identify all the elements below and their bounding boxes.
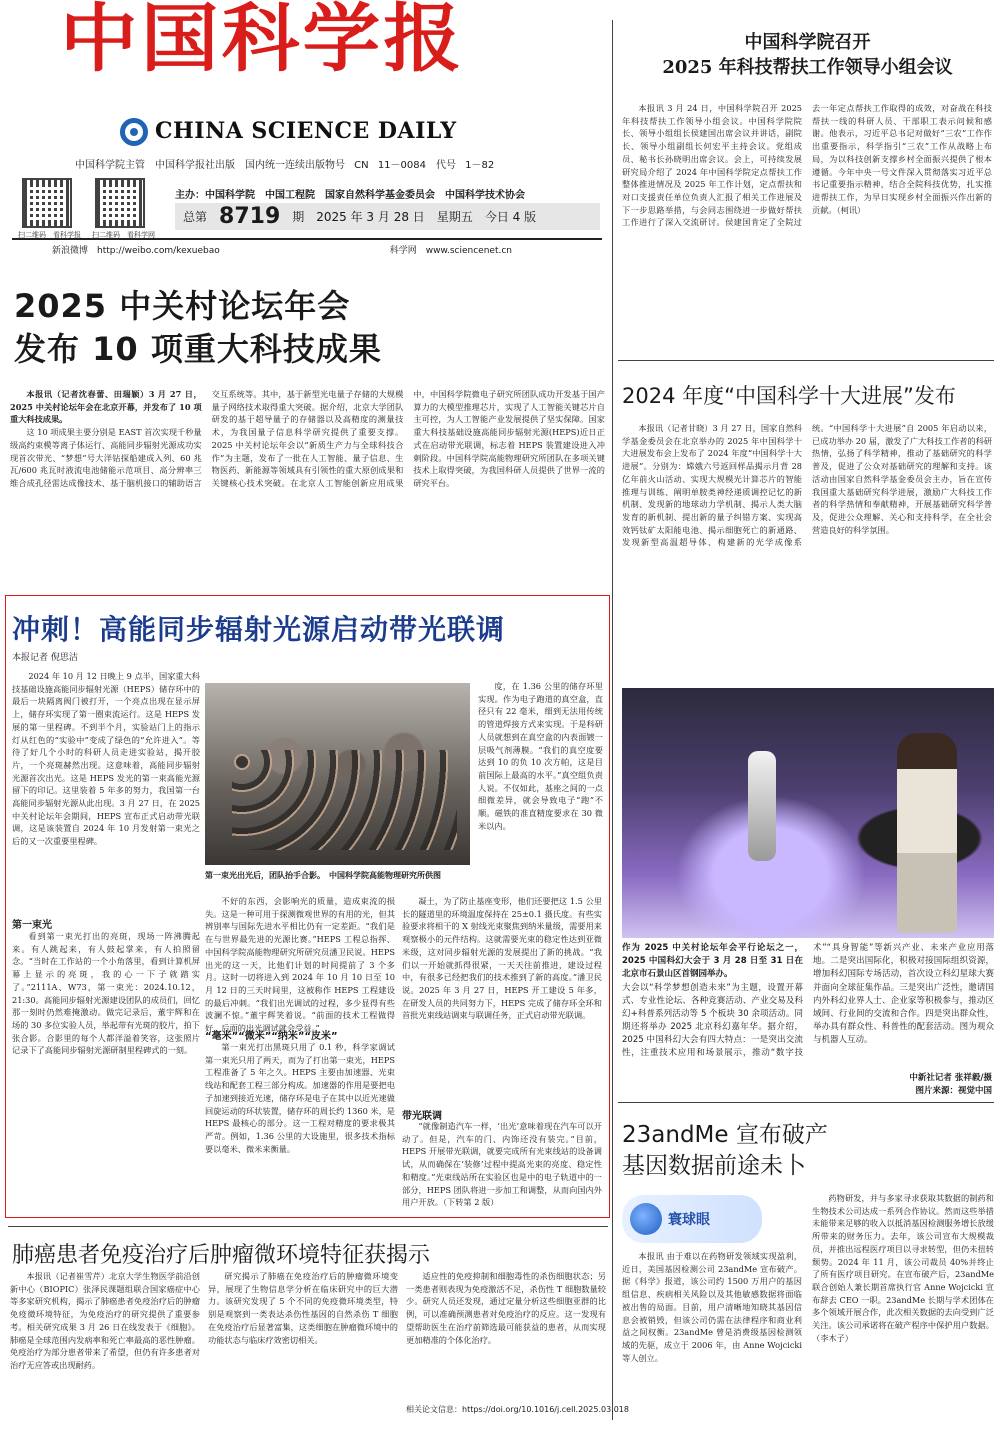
publication-info: 中国科学院主管 中国科学报社出版 国内统一连续出版物号 CN 11－0084 代号 1－82 — [75, 160, 495, 171]
featured-col2-top — [205, 895, 395, 1034]
site-link[interactable]: www.sciencenet.cn — [425, 246, 512, 256]
globe-icon — [630, 1203, 662, 1235]
sponsors-line: 主办：中国科学院 中国工程院 国家自然科学基金委员会 中国科学技术协会 — [175, 190, 525, 201]
site-label: 科学网 — [389, 246, 417, 256]
issue-prefix: 总第 — [183, 210, 208, 224]
lead-headline-line1: 2025 中关村论坛年会 — [14, 287, 351, 325]
immune-col2-text: 研究揭示了肺癌在免疫治疗后的肿瘤微环境变异，展现了生物信息学分析在临床研究中的巨大潜力。该研究发现了 5 个不同的免疫微环境类型，特别是观察到一类表达杀伤性基因的自然杀伤 T 细胞在免疫治疗后显著富集，这类细胞在肿瘤微环境中的功能状态与临床疗效密切相关。 — [208, 1271, 398, 1345]
issue-bar — [175, 203, 600, 230]
featured-subhead-1: 第一束光 — [12, 920, 52, 931]
immune-col2 — [208, 1270, 398, 1425]
immune-headline: 肺癌患者免疫治疗后肿瘤微环境特征获揭示 — [12, 1243, 431, 1268]
immune-col1-text: 本报讯（记者崔雪芹）北京大学生物医学前沿创新中心（BIOPIC）张泽民课题组联合国家癌症中心等多家研究机构，揭示了肺癌患者免疫治疗后的肿瘤免疫微环境特征，为免疫治疗的研究提供了重要参考。相关研究成果 3 月 26 日在线发表于《细胞》。肺癌是全球范围内发病率和死亡率最高的恶性肿瘤。免疫治疗为部分患者带来了希望，但仍有许多患者对治疗无应答或出现耐药。 — [10, 1271, 200, 1370]
top-right-headline: 中国科学院召开 2025 年科技帮扶工作领导小组会议 — [662, 32, 953, 79]
featured-subhead-2: “毫米”“微米”“纳米”“皮米” — [205, 1031, 338, 1042]
science-progress-body — [622, 422, 992, 677]
weibo-label: 新浪微博 — [52, 246, 89, 256]
robot-interaction-photo — [622, 688, 994, 938]
lead-byline: 本报讯（记者沈春蕾、田瑞颖）3 月 27 日，2025 中关村论坛年会在北京开幕，并发布了 10 项重大科技成果。 — [10, 389, 202, 425]
genome-headline-line1: 23andMe 宣布破产 — [622, 1122, 828, 1148]
section-divider — [618, 1102, 994, 1103]
featured-byline: 本报记者 倪思洁 — [12, 653, 78, 663]
featured-col3-middle — [402, 895, 602, 1100]
science-progress-headline: 2024 年度“中国科学十大进展”发布 — [622, 384, 956, 408]
featured-col1b-text: 看到第一束光打出的亮斑，现场一阵沸腾起来。有人跳起来，有人鼓起掌来，有人拍照留念。“当时在工作站的一个小角落里，看到计算机屏幕上显示的亮斑，我的心一下子就踏实了。”2111A、W73，第一束光：2024.10.12，21:30。高能同步辐射光源建设团队的成员们，回忆那一刻时仍然难掩激动。做完记录后，董宇辉和在场的 30 多位实验人员，举起带有光斑的胶片，拍下张合影。合影里的每个人都洋溢着笑容，这张照片记录下了高能同步辐射光源研制里程碑式的一刻。 — [12, 931, 200, 1056]
web-links-bar — [12, 238, 602, 256]
masthead-english-title: CHINA SCIENCE DAILY — [155, 118, 457, 144]
genome-right-text: 药物研发，并与多家寻求获取其数据的制药和生物技术公司达成一系列合作协议。然而这些举措未能带来足够的收入以抵消基因检测服务增长放缓所带来的财务压力。去年，该公司宣布大规模裁员，并推出远程医疗项目以寻求转型，但仍未扭转颓势。2024 年 11 月，该公司裁员 40%并终止了所有医疗项目研究。在宣布破产后，23andMe 联合创始人兼长期首席执行官 Anne Wojcicki 宣布辞去 CEO 一职。23andMe 长期与学术团体在多个领域开展合作，此次相关数据的去向受到广泛关注。该公司承诺将在破产程序中保护用户数据。（李木子） — [812, 1193, 994, 1343]
issue-date: 2025 年 3 月 28 日 — [316, 210, 425, 224]
featured-col3-text: 度，在 1.36 公里的储存环里实现。作为电子跑道的真空盒，直径只有 22 毫米，细到无法用传统的管道焊接方式来实现。于是科研人员就想到在真空盒的内表面镀一层吸气剂薄膜。“我们的真空度要达到 10 的负 10 次方帕，这是目前国际上最高的水平。”真空组负责人说。不仅如此，基座之间的一点细微差异，就会导致电子“跑”不顺。磁铁的准直精度要求在 30 微米以内。 — [478, 681, 603, 831]
global-eye-badge — [622, 1195, 762, 1243]
section-divider — [8, 1226, 608, 1227]
qr-label: 扫二维码 看科学报 — [18, 231, 81, 239]
featured-col3b-text: 凝土，为了防止基座变形，他们还要把这 1.5 公里长的隧道里的环境温度保持在 25±0.1 摄氏度。有些实验要求将相干的 X 射线光束聚焦到纳米量级，需要用来观察极小的元件结构。这就需要光束的稳定性达到亚微米级，这对同步辐射光源的发展提出了新的挑战。“我们以一开始就抓得很紧，一天天往前推进，建设过程中，有很多已经把我们的技术推到了新的高度。”潘卫民说。2025 年 3 月 27 日，HEPS 开工建设 5 年多，在研发人员的共同努力下，HEPS 完成了储存环全环和首批光束线站调束与联调任务，正式启动带光联调。 — [402, 896, 602, 1021]
qr-code-icon — [22, 178, 72, 228]
robot-caption-body: 大会以“科学梦想创造未来”为主题，设置开幕式、专业性论坛、各种竞赛活动、产业交易及科幻+科普系列活动等 5 个板块 30 余项活动。同期还将举办 2025 北京科幻嘉年华。据介绍，2025 中国科幻大会有四大特点：一是突出交流性，注重技术应用和场景展示，推动“数字技术”“具身智能”等新兴产业、未来产业应用落地。二是突出国际化，积极对接国际组织资源，增加科幻国际专场活动，首次设立科幻星球大赛并面向全球征集作品。三是突出广泛性，邀请国内外科幻业界人士、企业家等积极参与，推动区域间、行业间的交流和合作。四是突出群众性，举办具有群众性、科普性的配套活动。图为观众与机器人互动。 — [622, 943, 994, 1059]
featured-col3c-text: “就像制造汽车一样，‘出光’意味着现在汽车可以开动了。但是，汽车的门、内饰还没有装完。”目前，HEPS 开展带光联调，就要完成所有光束线站的设备调试，从而确保在‘装修’过程中提高光束的亮度、稳定性和精度。”光束线站所在实验区也是中的电子轨道中的一部分，HEPS 团队将进一步加工和调整，从而向国内外用户开放。（下转第 2 版） — [402, 1121, 602, 1208]
newspaper-logo-icon — [120, 118, 148, 146]
lead-body — [10, 388, 605, 588]
featured-col2-text: 不好的东西，会影响光的质量，造成束流的损失。这是一种可用于探测微观世界的有用的光，但其辨别率与国际先进水平相比仍有一定差距。“我们是在与世界最先进的光源比赛。”HEPS 工程总指挥、中国科学院高能物理研究所研究员潘卫民说。HEPS 出光的这一天，比他们计划的时间提前了 3 个多月。这时一切将进入到 2024 年 10 月 10 日至 10 月 12 日的三天时间里，这被称作 HEPS 工程建设的最后冲刺。“我们出光调试的过程，多少显得有些波澜不惊。”董宇辉笑着说。“前面的技术工程做得好，后面的出光调试就会受益。” — [205, 896, 395, 1034]
robot-figure — [748, 751, 776, 861]
science-progress-text: 本报讯（记者甘晓）3 月 27 日，国家自然科学基金委员会在北京举办的 2025 年中国科学十大进展发布会上发布了 2024 年度“中国科学十大进展”。分别为：嫦娥六号返回样品揭示月背 28 亿年前火山活动、实现大规模光计算芯片的智能推理与训练、阐明单胺类神经递质调控记忆的新机制、发现新的地球动力学机制、揭示人类大脑发育的新机制、提出新的量子纠错方案、实现高效钙钛矿太阳能电池、揭示细胞死亡的新通路、发现新型高温超导体、构建新的光学成像系统。“中国科学十大进展”自 2005 年启动以来，已成功举办 20 届，激发了广大科技工作者的科研热情，弘扬了科学精神，推动了基础研究的科学普及，促进了公众对基础研究的理解和支持。该活动由国家自然科学基金委员会主办，旨在宣传我国重大基础研究科学进展，激励广大科技工作者的科学热情和奉献精神，开展基础研究科学普及，促进公众理解、关心和支持科学，在全社会营造良好的科学氛围。 — [622, 423, 992, 548]
featured-col2-bottom — [205, 1041, 395, 1211]
genome-body-right — [812, 1192, 994, 1424]
global-eye-label: 寰球眼 — [668, 1212, 710, 1228]
top-right-body-text: 本报讯 3 月 24 日，中国科学院召开 2025 年科技帮扶工作领导小组会议。中国科学院院长、领导小组组长侯建国出席会议并讲话，副院长、领导小组副组长何宏平主持会议。党组成员、秘书长孙晓明出席会议。会上，可持续发展研究局介绍了 2024 年中国科学院定点帮扶工作整体推进情况及 2025 年工作计划，定点帮扶和对口支援责任单位负责人汇报了相关工作进展及下一步思路举措，与会同志围绕进一步做好帮扶工作进行了深入交流研讨。侯建国肯定了全院过去一年定点帮扶工作取得的成效，对奋战在科技帮扶一线的科研人员、干部职工表示问候和感谢。他表示，习近平总书记对做好“三农”工作作出重要指示，科学指引“三农”工作从战略上布局，为以科技创新支撑乡村全面振兴提供了根本遵循。今年中央一号文件深入贯彻落实习近平总书记重要指示精神，结合全院科技优势，扎实推进帮扶工作，为早日实现乡村全面振兴作出新的贡献。（柯讯） — [622, 103, 992, 228]
issue-weekday: 星期五 — [436, 210, 473, 224]
top-right-body — [622, 102, 992, 350]
genome-headline — [622, 1120, 828, 1182]
team-group-photo — [205, 683, 470, 865]
immune-col1 — [10, 1270, 200, 1425]
genome-body-left — [622, 1250, 802, 1425]
featured-headline: 冲刺！高能同步辐射光源启动带光联调 — [12, 613, 506, 646]
visitor-figure — [897, 733, 957, 933]
robot-caption — [622, 942, 994, 1072]
qr-label: 扫二维码 看科学网 — [92, 231, 155, 239]
featured-col2b-text: 第一束光打出黑斑只用了 0.1 秒，科学家调试第一束光只用了两天，而为了打出第一束光，HEPS 工程准备了 5 年之久。HEPS 主要由加速器、光束线站和配套工程三部分构成。加速器的作用是要把电子加速到接近光速，储存环是电子在其中以近光速做回旋运动的环状装置，储存环的周长约 1360 米，是 HEPS 最核心的部分。这一工程对精度的要求极其严苛。例如，1.36 公里的大设施里，很多技术指标要以毫米、微米来衡量。 — [205, 1042, 395, 1154]
lead-body-text: 这 10 项成果主要分别是 EAST 首次实现千秒量级高约束模等离子体运行、高能同步辐射光源成功实现首次带光、“梦想”号大洋钻探船建成入列、60 兆瓦/600 兆瓦时液流电池储能示范项目、高分辨率三维合成孔径雷达成像技术、基于脑机接口的辅助语言交互系统等。其中，基于新型光电量子存储的大规模量子网络技术取得重大突破。据介绍，北京大学团队研发的基于超导量子的存储器以及高精度的测量技术，为我国量子信息科学研究提供了重要支撑。2025 中关村论坛年会以“新质生产力与全球科技合作”为主题，发布了一批在人工智能、量子信息、生物医药、新能源等领域具有引领性的重大原创成果和关键核心技术突破。在北京人工智能创新应用成果中，中国科学院微电子研究所团队成功开发基于国产算力的大模型推理芯片，实现了人工智能关键芯片自主可控，为人工智能产业发展提供了坚实保障。国家重大科技基础设施高能同步辐射光源(HEPS)近日正式在启动带光联调，标志着 HEPS 装置建设进入冲刺阶段。中国科学院高能物理研究所团队在多项关键技术上取得突破，为我国科研人员提供了世界一流的研究平台。 — [10, 389, 605, 488]
immune-col3-text: 适应性的免疫抑制和细胞毒性的杀伤细胞状态；另一类患者则表现为免疫激活不足，杀伤性 T 细胞数量较少。研究人员还发现，通过定量分析这些细胞亚群的比例，可以准确预测患者对免疫治疗的反应。这一发现有望帮助医生在治疗前筛选最可能获益的患者，从而实现更加精准的个体化治疗。 — [406, 1271, 606, 1345]
featured-col1-bottom — [12, 930, 200, 1210]
column-divider — [612, 20, 613, 1420]
weibo-link[interactable]: http://weibo.com/kexuebao — [97, 246, 220, 256]
team-photo-caption: 第一束光出光后，团队抬手合影。 中国科学院高能物理研究所供图 — [205, 871, 441, 880]
issue-number: 8719 — [219, 204, 281, 229]
lead-headline — [14, 285, 382, 371]
section-divider — [618, 360, 994, 361]
immune-col3 — [406, 1270, 606, 1400]
featured-col3-top — [478, 680, 603, 890]
robot-credit: 中新社记者 张祥毅/摄 图片来源：视觉中国 — [909, 1073, 992, 1097]
genome-headline-line2: 基因数据前途未卜 — [622, 1153, 806, 1180]
featured-col1-top — [12, 670, 200, 908]
qr-code-icon — [95, 178, 145, 228]
immune-doi[interactable]: 相关论文信息：https://doi.org/10.1016/j.cell.2025.03.018 — [406, 1405, 629, 1414]
robot-caption-title: 作为 2025 中关村论坛年会平行论坛之一，2025 中国科幻大会于 3 月 28 日至 31 日在北京市石景山区首钢园举办。 — [622, 943, 803, 980]
genome-left-text: 本报讯 由于难以在药物研发领域实现盈利，近日，美国基因检测公司 23andMe 宣布破产。据《科学》报道，该公司约 1500 万用户的基因组信息、疾病相关风险以及其他敏感数据将面临被出售的局面。目前，用户清晰地知晓其基因信息会被销毁，但该公司仍需在法律程序和商业利益之间权衡。23andMe 曾是消费级基因检测领域的先驱，成立于 2006 年，由 Anne Wojcicki 等人创立。 — [622, 1251, 802, 1363]
featured-col3-bottom — [402, 1120, 602, 1212]
lead-headline-line2: 发布 10 项重大科技成果 — [14, 330, 382, 369]
featured-subhead-3: 带光联调 — [402, 1111, 442, 1122]
featured-col1-text: 2024 年 10 月 12 日晚上 9 点半，国家重大科技基础设施高能同步辐射光源（HEPS）储存环中的最后一块隔离阀门被打开，一个亮点出现在显示屏上，储存环实现了第一圈束流运行。这是 HEPS 发展的第一里程碑。不到半个月，实验站门上的指示灯从红色的“实验中”变成了绿色的“允许进入”。等待了好几个小时的科研人员走进实验站，揭开胶片，一个亮斑赫然出现。这意味着，高能同步辐射光源首次出光。这是 HEPS 发光的第一束高能光源留下的印记。这里装着 5 年多的努力，我国第一台高能同步辐射光源从此出现。3 月 27 日，在 2025 中关村论坛年会期间，HEPS 宣布正式启动带光联调，这是该装置自 2024 年 10 月发射第一束光之后的又一次重要里程碑。 — [12, 671, 200, 847]
masthead-title: 中国科学报 — [60, 0, 465, 82]
issue-suffix: 期 — [292, 210, 305, 224]
issue-pages: 今日 4 版 — [484, 210, 537, 224]
